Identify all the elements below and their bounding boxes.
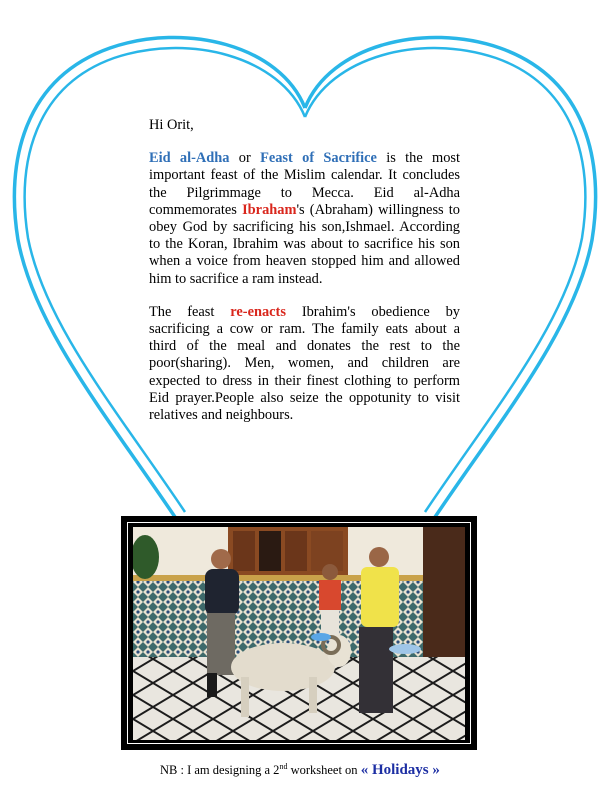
footer-superscript: nd [279,761,288,771]
verb-re-enacts: re-enacts [230,303,286,320]
letter-body [149,117,460,424]
connector-text: or [229,150,261,167]
footer-note [160,762,560,779]
paragraph2-text-a: The feast [149,303,231,320]
footer-text: NB : I am designing a 2 [160,763,280,777]
paragraph-feast [149,304,460,424]
paragraph1-text-a: is the most important feast of the Mislim calendar. It concludes the Pilgrimmage to Mecca. Eid al-Adha commemorates [149,150,460,218]
term-feast-of-sacrifice: Feast of Sacrifice [260,150,377,167]
greeting: Hi Orit, [149,117,194,133]
eid-family-ram-photo [133,527,465,740]
term-eid-al-adha: Eid al-Adha [149,150,230,167]
paragraph-eid-al-adha [149,150,460,288]
photo-frame [121,516,477,750]
name-ibraham: Ibraham [242,201,297,218]
holidays-label: « Holidays » [360,762,440,778]
paragraph2-text-b: Ibrahim's obedience by sacrificing a cow or ram. The family eats about a third of the meal and donates the rest to the poor(sharing). Men, women, and children are expected to dress in their finest clothing to perform Eid prayer.People also seize the oppotunity to visit relatives and neighbours. [149,303,460,424]
paragraph1-text-b: 's (Abraham) willingness to obey God by sacrificing his son,Ishmael. According to the Koran, Ibrahim was about to sacrifice his son when a voice from heaven stopped him and allowed him to sacrifice a ram instead. [149,201,460,287]
footer-text-after: worksheet on [287,763,361,777]
